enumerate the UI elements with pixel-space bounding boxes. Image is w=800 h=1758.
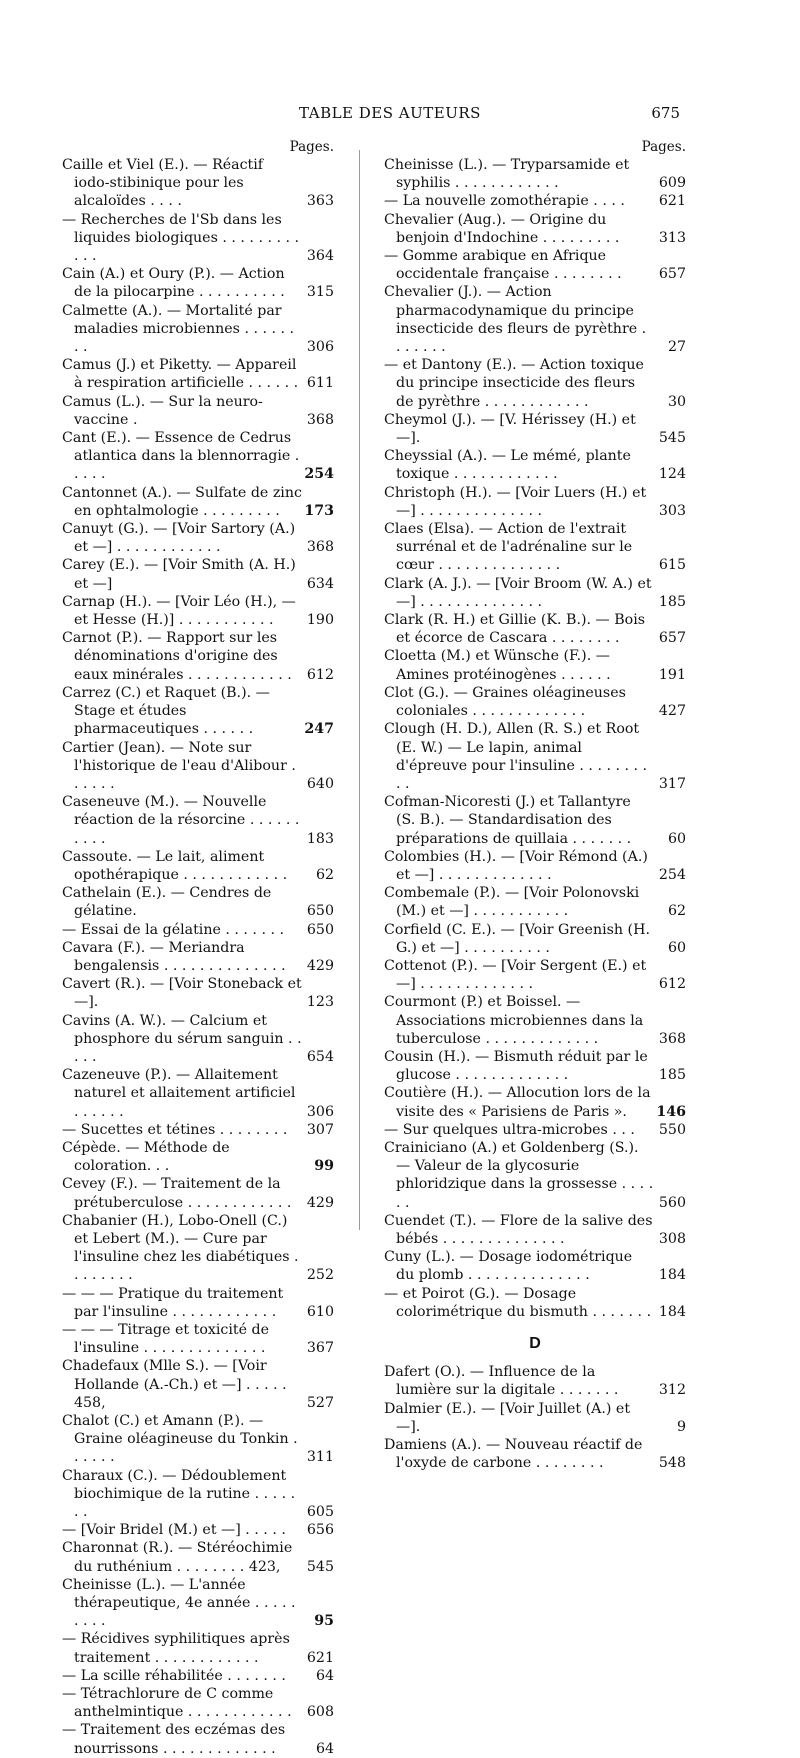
index-entry xyxy=(384,921,686,957)
entry-page-number: 95 xyxy=(314,1613,334,1630)
index-entry xyxy=(62,484,334,520)
entry-text: — La scille réhabilitée . . . . . . . xyxy=(62,1667,286,1684)
entry-text: — La nouvelle zomothérapie . . . . xyxy=(384,193,625,210)
entry-page-number: 615 xyxy=(658,557,686,574)
entry-page-number: 311 xyxy=(306,1449,334,1466)
index-entry xyxy=(384,575,686,611)
index-entry xyxy=(62,939,334,975)
entry-text: — Essai de la gélatine . . . . . . . xyxy=(62,921,284,938)
entry-page-number: 312 xyxy=(658,1382,686,1399)
entry-text: Chalot (C.) et Amann (P.). — Graine oléagineuse du Tonkin . . . . . . xyxy=(62,1413,298,1466)
entry-text: Cantonnet (A.). — Sulfate de zinc en ophtalmologie . . . . . . . . . xyxy=(62,484,302,519)
left-column xyxy=(62,139,334,1758)
entry-page-number: 307 xyxy=(306,1121,334,1138)
index-entry xyxy=(62,1285,334,1321)
entry-page-number: 315 xyxy=(306,284,334,301)
index-entry xyxy=(384,793,686,848)
index-entry xyxy=(384,247,686,283)
entry-text: Cofman-Nicoresti (J.) et Tallantyre (S. B.). — Standardisation des préparations de quillaia . . . . . . . xyxy=(384,794,632,847)
index-entry xyxy=(62,593,334,629)
entry-page-number: 60 xyxy=(667,830,686,847)
entry-page-number: 612 xyxy=(306,666,334,683)
column-divider xyxy=(359,150,360,1230)
index-entry xyxy=(62,1521,334,1539)
index-entry xyxy=(62,793,334,848)
entry-text: Chabanier (H.), Lobo-Onell (C.) et Lebert (M.). — Cure par l'insuline chez les diabétiques . . . . . . . . xyxy=(62,1212,299,1284)
entry-page-number: 313 xyxy=(658,229,686,246)
entry-text: Cassoute. — Le lait, aliment opothérapique . . . . . . . . . . . . xyxy=(62,848,288,883)
index-entry xyxy=(384,1212,686,1248)
right-entry-list xyxy=(384,156,686,1321)
entry-page-number: 64 xyxy=(315,1667,334,1684)
right-entry-list-d xyxy=(384,1363,686,1472)
entry-page-number: 621 xyxy=(306,1649,334,1666)
entry-text: — Récidives syphilitiques après traitement . . . . . . . . . . . . xyxy=(62,1631,290,1666)
index-entry xyxy=(62,556,334,592)
index-entry xyxy=(62,848,334,884)
entry-page-number: 364 xyxy=(306,248,334,265)
index-entry xyxy=(62,356,334,392)
entry-text: Cépède. — Méthode de coloration. . . xyxy=(62,1139,230,1175)
entry-page-number: 545 xyxy=(306,1558,334,1575)
entry-text: Cuny (L.). — Dosage iodométrique du plomb . . . . . . . . . . . . . . xyxy=(384,1249,633,1284)
entry-page-number: 185 xyxy=(658,593,686,610)
index-entry xyxy=(384,156,686,192)
entry-text: Camus (J.) et Piketty. — Appareil à respiration artificielle . . . . . . xyxy=(62,357,299,392)
entry-page-number: 252 xyxy=(306,1267,334,1284)
entry-text: Canuyt (G.). — [Voir Sartory (A.) et —] . . . . . . . . . . . . xyxy=(62,521,296,556)
index-entry xyxy=(62,629,334,684)
entry-text: Charaux (C.). — Dédoublement biochimique de la rutine . . . . . . . xyxy=(62,1467,296,1521)
index-entry xyxy=(62,1539,334,1575)
running-title: TABLE DES AUTEURS xyxy=(299,104,481,122)
entry-text: Chadefaux (Mlle S.). — [Voir Hollande (A.-Ch.) et —] . . . . . 458, xyxy=(62,1358,287,1411)
index-entry xyxy=(384,884,686,920)
pages-column-label: Pages. xyxy=(641,139,686,155)
entry-text: Caille et Viel (E.). — Réactif iodo-stibinique pour les alcaloïdes . . . . xyxy=(62,157,264,210)
entry-text: Chevalier (Aug.). — Origine du benjoin d'Indochine . . . . . . . . . xyxy=(384,211,620,246)
entry-text: Cavara (F.). — Meriandra bengalensis . . . . . . . . . . . . . . xyxy=(62,939,286,974)
entry-text: Cathelain (E.). — Cendres de gélatine. xyxy=(62,885,272,920)
entry-page-number: 306 xyxy=(306,1103,334,1120)
left-entry-list xyxy=(62,156,334,1758)
entry-page-number: 254 xyxy=(658,866,686,883)
entry-page-number: 368 xyxy=(306,411,334,428)
index-entry xyxy=(384,1248,686,1284)
entry-page-number: 612 xyxy=(658,976,686,993)
entry-page-number: 62 xyxy=(667,903,686,920)
entry-page-number: 146 xyxy=(656,1103,686,1120)
entry-page-number: 609 xyxy=(658,175,686,192)
entry-text: Dalmier (E.). — [Voir Juillet (A.) et —]. xyxy=(384,1400,631,1435)
entry-text: — Tétrachlorure de C comme anthelmintique . . . . . . . . . . . . xyxy=(62,1686,292,1721)
entry-page-number: 306 xyxy=(306,339,334,356)
entry-page-number: 605 xyxy=(306,1504,334,1521)
entry-text: — et Poirot (G.). — Dosage colorimétrique du bismuth . . . . . . . xyxy=(384,1285,652,1320)
entry-page-number: 634 xyxy=(306,575,334,592)
entry-text: Crainiciano (A.) et Goldenberg (S.). — Valeur de la glycosurie phloridzique dans la grossesse . . . . . . xyxy=(384,1139,654,1211)
index-entry xyxy=(62,211,334,266)
index-entry xyxy=(62,520,334,556)
index-entry xyxy=(62,921,334,939)
entry-text: Cavins (A. W.). — Calcium et phosphore du sérum sanguin . . . . . xyxy=(62,1012,302,1065)
entry-text: Cottenot (P.). — [Voir Sergent (E.) et —] . . . . . . . . . . . . . xyxy=(384,957,647,993)
entry-text: — — — Pratique du traitement par l'insuline . . . . . . . . . . . . xyxy=(62,1285,284,1320)
entry-text: Cousin (H.). — Bismuth réduit par le glucose . . . . . . . . . . . . . xyxy=(384,1048,648,1084)
entry-page-number: 27 xyxy=(667,339,686,356)
index-entry xyxy=(384,1121,686,1139)
entry-text: Chevalier (J.). — Action pharmacodynamique du principe insecticide des fleurs de pyrèthre . . . . . . . xyxy=(384,284,647,356)
entry-page-number: 247 xyxy=(304,721,334,738)
entry-page-number: 427 xyxy=(658,703,686,720)
index-entry xyxy=(384,211,686,247)
entry-text: Caseneuve (M.). — Nouvelle réaction de la résorcine . . . . . . . . . . xyxy=(62,794,300,847)
entry-text: Cain (A.) et Oury (P.). — Action de la pilocarpine . . . . . . . . . . xyxy=(62,266,285,301)
index-entry xyxy=(62,1721,334,1757)
index-entry xyxy=(384,1048,686,1084)
index-entry xyxy=(62,393,334,429)
entry-page-number: 173 xyxy=(304,502,334,519)
index-entry xyxy=(62,1467,334,1522)
entry-page-number: 254 xyxy=(304,466,334,483)
entry-text: Cartier (Jean). — Note sur l'historique de l'eau d'Alibour . . . . . . xyxy=(62,739,296,792)
page-header xyxy=(0,104,800,124)
entry-page-number: 656 xyxy=(306,1522,334,1539)
entry-text: Cloetta (M.) et Wünsche (F.). — Amines protéinogènes . . . . . . xyxy=(384,648,611,683)
entry-text: Cant (E.). — Essence de Cedrus atlantica dans la blennorragie . . . . . xyxy=(62,430,300,483)
entry-text: — Sur quelques ultra-microbes . . . xyxy=(384,1121,635,1138)
entry-text: — [Voir Bridel (M.) et —] . . . . . xyxy=(62,1522,286,1539)
entry-page-number: 527 xyxy=(306,1394,334,1411)
entry-page-number: 9 xyxy=(676,1418,686,1435)
entry-page-number: 650 xyxy=(306,921,334,938)
index-entry xyxy=(62,739,334,794)
right-column xyxy=(384,139,686,1472)
entry-text: — Sucettes et tétines . . . . . . . . xyxy=(62,1121,288,1138)
index-entry xyxy=(384,720,686,793)
entry-page-number: 191 xyxy=(658,666,686,683)
entry-text: Colombies (H.). — [Voir Rémond (A.) et —] . . . . . . . . . . . . . xyxy=(384,848,648,883)
entry-page-number: 657 xyxy=(658,630,686,647)
index-entry xyxy=(62,1685,334,1721)
index-entry xyxy=(384,283,686,356)
entry-text: Cazeneuve (P.). — Allaitement naturel et allaitement artificiel . . . . . . xyxy=(62,1067,296,1120)
index-entry xyxy=(62,429,334,484)
entry-page-number: 610 xyxy=(306,1303,334,1320)
index-entry xyxy=(384,647,686,683)
entry-text: Cuendet (T.). — Flore de la salive des bébés . . . . . . . . . . . . . . xyxy=(384,1212,653,1247)
entry-text: Carnot (P.). — Rapport sur les dénominations d'origine des eaux minérales . . . . . . . . . . . . xyxy=(62,630,292,683)
entry-page-number: 368 xyxy=(658,1030,686,1047)
index-entry xyxy=(384,1400,686,1436)
entry-text: Cheyssial (A.). — Le mémé, plante toxique . . . . . . . . . . . . xyxy=(384,448,631,483)
index-entry xyxy=(62,1630,334,1666)
entry-text: Cheymol (J.). — [V. Hérissey (H.) et —]. xyxy=(384,411,636,447)
entry-text: Clark (R. H.) et Gillie (K. B.). — Bois et écorce de Cascara . . . . . . . . xyxy=(384,612,646,647)
entry-text: Calmette (A.). — Mortalité par maladies microbiennes . . . . . . . . xyxy=(62,302,295,356)
entry-text: Camus (L.). — Sur la neuro-vaccine . xyxy=(62,393,263,428)
entry-page-number: 548 xyxy=(658,1455,686,1472)
entry-page-number: 60 xyxy=(667,939,686,956)
entry-text: — Traitement des eczémas des nourrissons . . . . . . . . . . . . . xyxy=(62,1722,286,1757)
index-entry xyxy=(384,1363,686,1399)
entry-page-number: 429 xyxy=(306,1194,334,1211)
index-entry xyxy=(62,1212,334,1285)
entry-page-number: 184 xyxy=(658,1267,686,1284)
entry-page-number: 317 xyxy=(658,775,686,792)
entry-page-number: 303 xyxy=(658,502,686,519)
entry-text: Christoph (H.). — [Voir Luers (H.) et —] . . . . . . . . . . . . . . xyxy=(384,484,647,519)
entry-text: Carey (E.). — [Voir Smith (A. H.) et —] xyxy=(62,557,296,592)
section-letter-heading: D xyxy=(529,1335,541,1352)
entry-text: Clot (G.). — Graines oléagineuses coloniales . . . . . . . . . . . . . xyxy=(384,684,626,720)
index-entry xyxy=(62,302,334,357)
index-entry xyxy=(384,484,686,520)
entry-text: Corfield (C. E.). — [Voir Greenish (H. G.) et —] . . . . . . . . . . xyxy=(384,921,650,956)
entry-page-number: 185 xyxy=(658,1067,686,1084)
index-entry xyxy=(384,957,686,993)
entry-page-number: 550 xyxy=(658,1121,686,1138)
entry-text: Combemale (P.). — [Voir Polonovski (M.) et —] . . . . . . . . . . . xyxy=(384,885,640,920)
entry-page-number: 190 xyxy=(306,612,334,629)
pages-column-label: Pages. xyxy=(289,139,334,155)
entry-page-number: 62 xyxy=(315,866,334,883)
index-entry xyxy=(384,1084,686,1120)
page-number: 675 xyxy=(651,104,680,122)
entry-page-number: 621 xyxy=(658,193,686,210)
index-entry xyxy=(62,265,334,301)
index-entry xyxy=(384,611,686,647)
entry-text: Carnap (H.). — [Voir Léo (H.), — et Hesse (H.)] . . . . . . . . . . . xyxy=(62,593,296,629)
index-entry xyxy=(384,356,686,411)
entry-text: Courmont (P.) et Boissel. — Associations microbiennes dans la tuberculose . . . . . . . . . . . . . xyxy=(384,994,644,1047)
index-entry xyxy=(62,1357,334,1412)
entry-text: Dafert (O.). — Influence de la lumière sur la digitale . . . . . . . xyxy=(384,1364,619,1399)
index-entry xyxy=(62,684,334,739)
entry-text: Coutière (H.). — Allocution lors de la visite des « Parisiens de Paris ». xyxy=(384,1085,651,1120)
index-entry xyxy=(384,848,686,884)
entry-text: Carrez (C.) et Raquet (B.). — Stage et études pharmaceutiques . . . . . . xyxy=(62,684,270,738)
index-entry xyxy=(384,1139,686,1212)
entry-text: — Gomme arabique en Afrique occidentale française . . . . . . . . xyxy=(384,248,622,283)
index-entry xyxy=(62,1066,334,1121)
entry-text: — et Dantony (E.). — Action toxique du principe insecticide des fleurs de pyrèthre . . . . . . . . . . . . xyxy=(384,357,644,410)
entry-page-number: 99 xyxy=(314,1158,334,1175)
index-entry xyxy=(62,975,334,1011)
entry-text: Charonnat (R.). — Stéréochimie du ruthénium . . . . . . . . 423, xyxy=(62,1540,293,1575)
entry-page-number: 654 xyxy=(306,1048,334,1065)
index-entry xyxy=(62,1012,334,1067)
entry-page-number: 184 xyxy=(658,1303,686,1320)
entry-text: — — — Titrage et toxicité de l'insuline . . . . . . . . . . . . . . xyxy=(62,1322,269,1357)
entry-text: Claes (Elsa). — Action de l'extrait surrénal et de l'adrénaline sur le cœur . . . . . . . . . . . . . . xyxy=(384,521,633,574)
entry-page-number: 367 xyxy=(306,1340,334,1357)
entry-page-number: 368 xyxy=(306,539,334,556)
entry-text: Cevey (F.). — Traitement de la prétuberculose . . . . . . . . . . . . xyxy=(62,1176,292,1211)
index-entry xyxy=(384,993,686,1048)
index-entry xyxy=(62,1667,334,1685)
index-entry xyxy=(62,1175,334,1211)
entry-page-number: 123 xyxy=(306,994,334,1011)
entry-page-number: 640 xyxy=(306,775,334,792)
entry-page-number: 124 xyxy=(658,466,686,483)
entry-page-number: 545 xyxy=(658,430,686,447)
entry-text: Clark (A. J.). — [Voir Broom (W. A.) et —] . . . . . . . . . . . . . . xyxy=(384,575,652,610)
entry-page-number: 363 xyxy=(306,193,334,210)
entry-page-number: 183 xyxy=(306,830,334,847)
index-entry xyxy=(384,520,686,575)
index-entry xyxy=(62,1321,334,1357)
entry-page-number: 611 xyxy=(306,375,334,392)
entry-page-number: 429 xyxy=(306,957,334,974)
index-entry xyxy=(62,1412,334,1467)
index-entry xyxy=(62,1139,334,1175)
index-entry xyxy=(384,1285,686,1321)
index-entry xyxy=(384,1436,686,1472)
index-entry xyxy=(384,411,686,447)
entry-page-number: 650 xyxy=(306,903,334,920)
entry-page-number: 608 xyxy=(306,1704,334,1721)
index-entry xyxy=(62,156,334,211)
index-entry xyxy=(62,884,334,920)
index-entry xyxy=(62,1121,334,1139)
index-entry xyxy=(384,192,686,210)
entry-text: Cheinisse (L.). — L'année thérapeutique, 4e année . . . . . . . . . xyxy=(62,1576,296,1630)
index-entry xyxy=(384,684,686,720)
entry-text: Cheinisse (L.). — Tryparsamide et syphilis . . . . . . . . . . . . xyxy=(384,157,630,192)
entry-text: Cavert (R.). — [Voir Stoneback et —]. xyxy=(62,976,302,1011)
entry-page-number: 657 xyxy=(658,266,686,283)
index-entry xyxy=(384,447,686,483)
index-entry xyxy=(62,1576,334,1631)
entry-page-number: 560 xyxy=(658,1194,686,1211)
entry-page-number: 308 xyxy=(658,1230,686,1247)
entry-page-number: 64 xyxy=(315,1740,334,1757)
entry-text: Clough (H. D.), Allen (R. S.) et Root (E. W.) — Le lapin, animal d'épreuve pour l'insuline . . . . . . . . . . xyxy=(384,721,648,792)
entry-text: — Recherches de l'Sb dans les liquides biologiques . . . . . . . . . . . . xyxy=(62,211,300,265)
entry-text: Damiens (A.). — Nouveau réactif de l'oxyde de carbone . . . . . . . . xyxy=(384,1437,643,1472)
entry-page-number: 30 xyxy=(667,393,686,410)
